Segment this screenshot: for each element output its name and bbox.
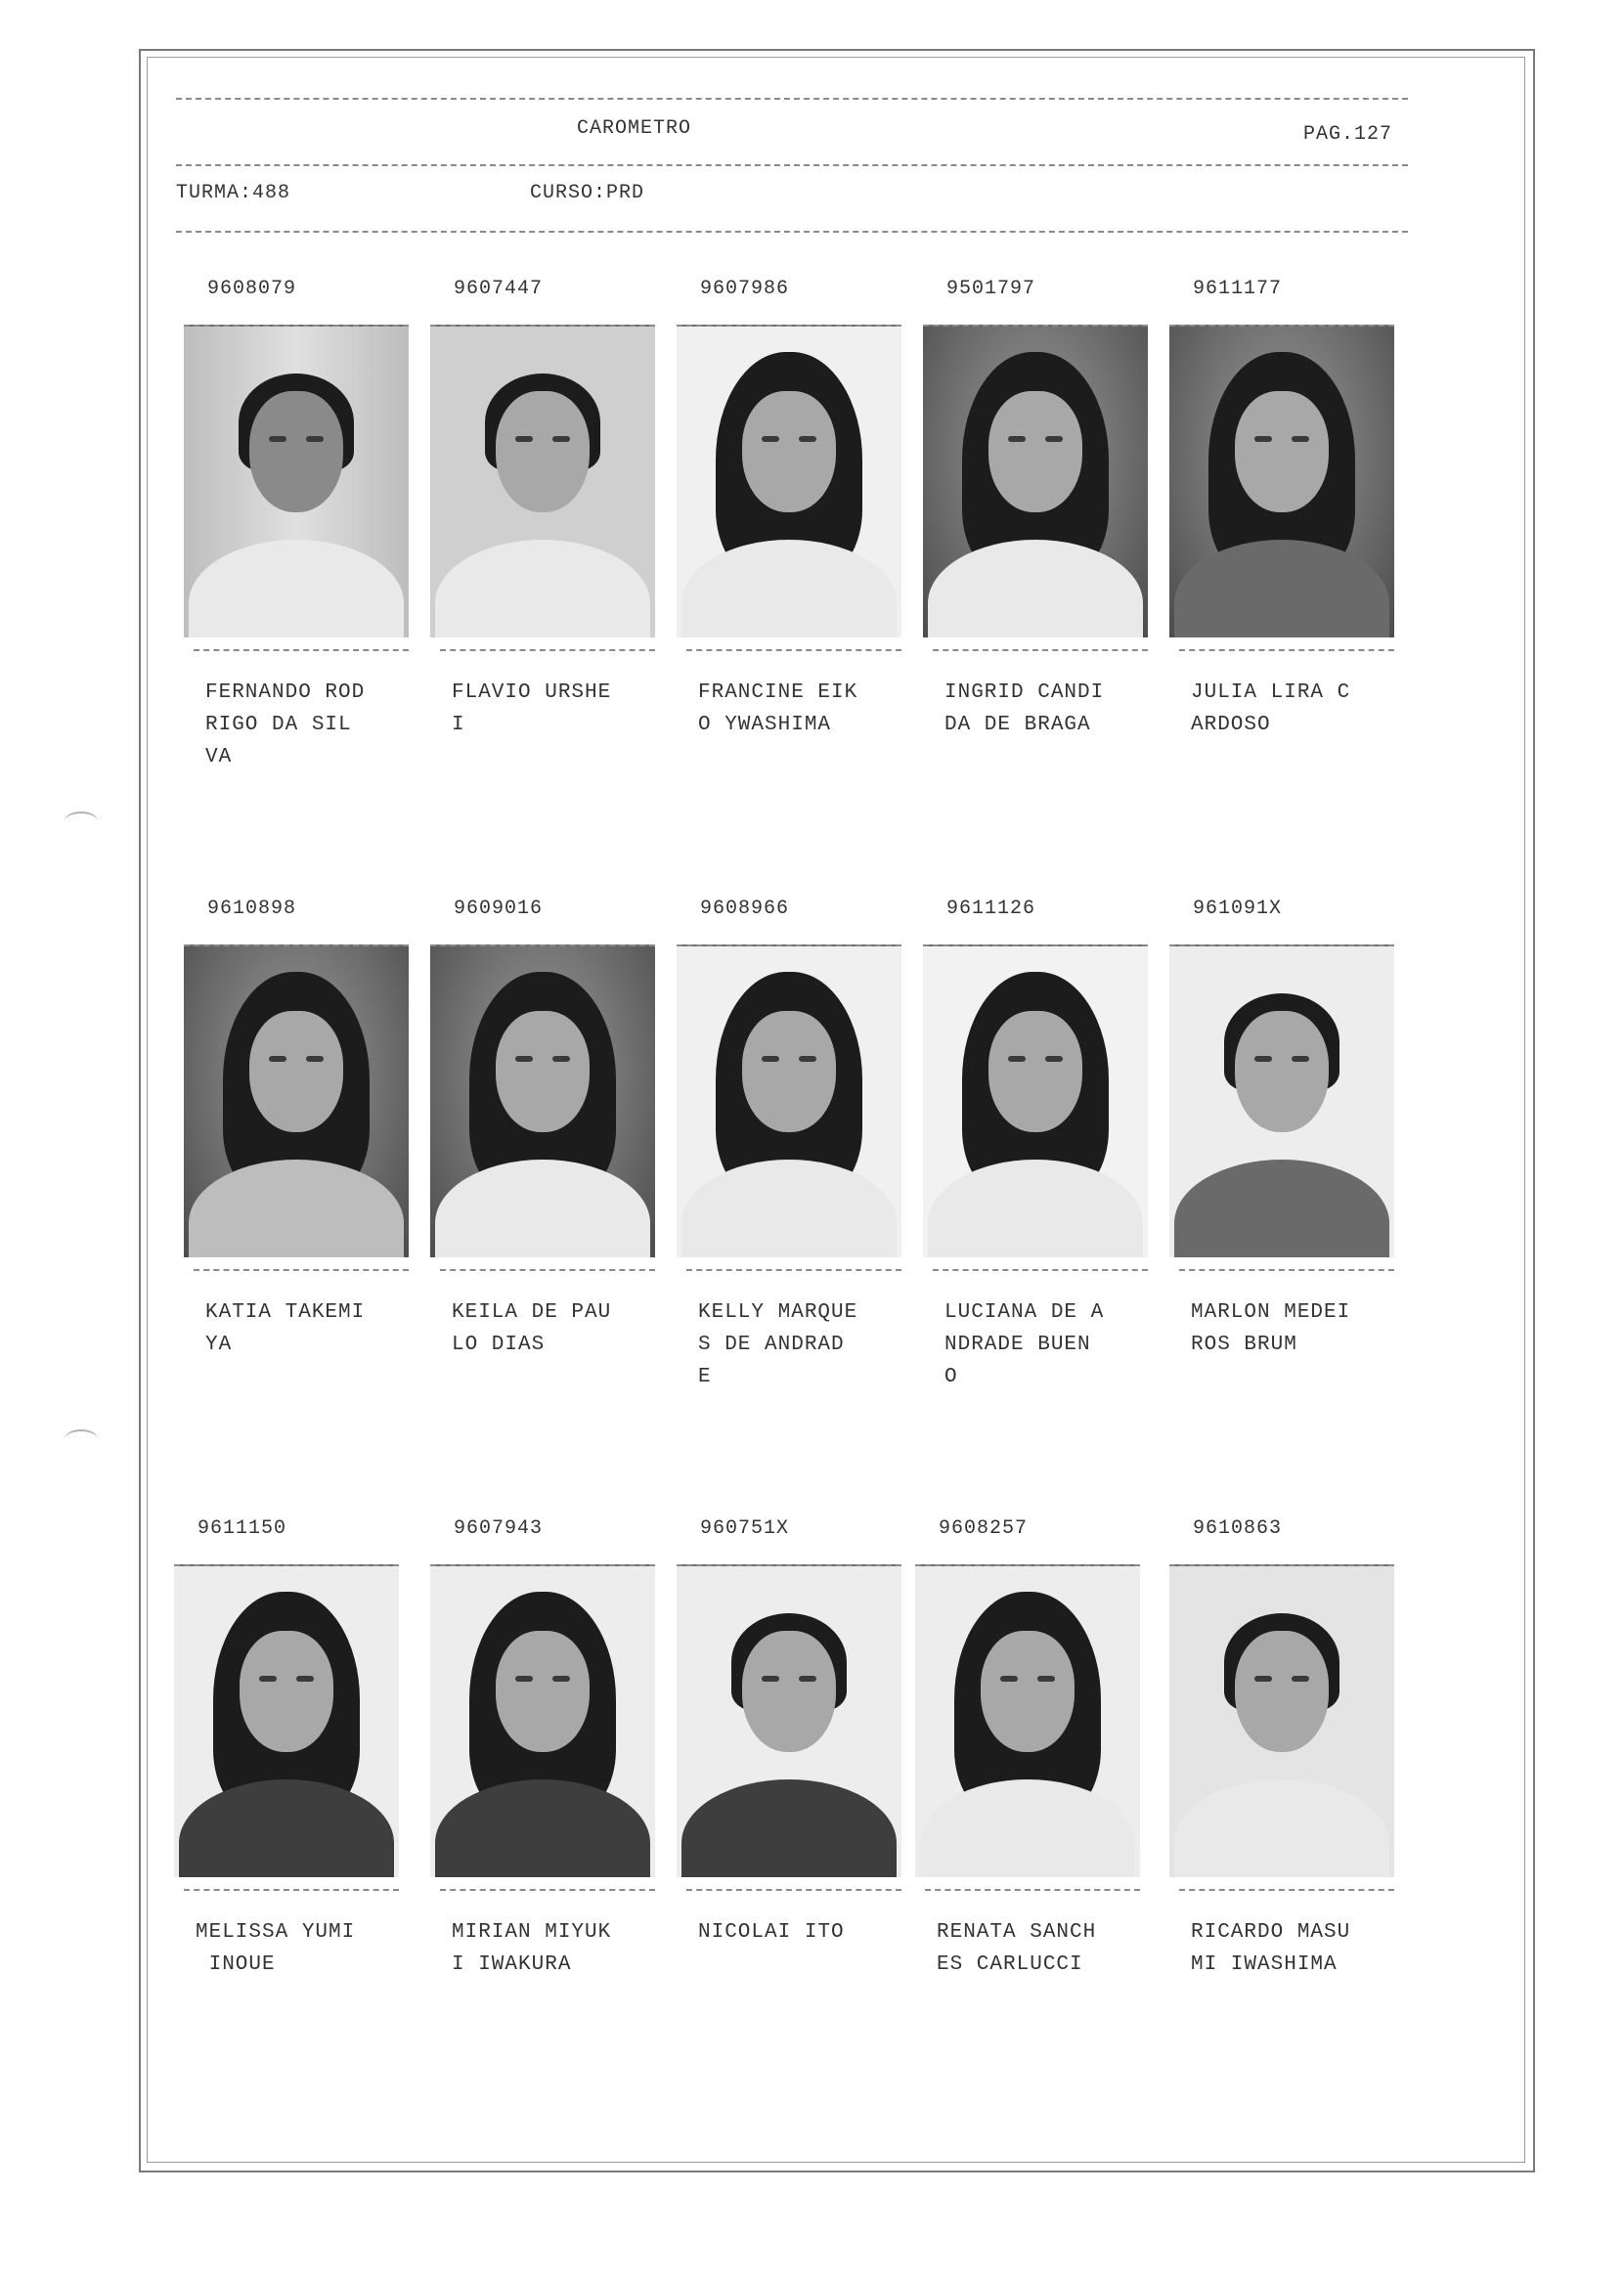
student-id: 9611150 <box>198 1517 287 1540</box>
student-name: MIRIAN MIYUK I IWAKURA <box>452 1921 612 1976</box>
student-photo <box>923 944 1148 1257</box>
student-photo <box>1169 944 1394 1257</box>
student-id: 9608079 <box>207 278 297 300</box>
student-photo <box>430 944 655 1257</box>
student-name: FRANCINE EIK O YWASHIMA <box>698 681 858 736</box>
student-photo <box>430 325 655 637</box>
student-name: INGRID CANDI DA DE BRAGA <box>944 681 1105 736</box>
divider <box>194 649 409 651</box>
divider <box>184 1889 399 1891</box>
header-rule <box>176 231 1408 233</box>
student-id: 9610863 <box>1193 1517 1283 1540</box>
student-photo <box>184 944 409 1257</box>
student-photo <box>677 944 901 1257</box>
student-photo <box>1169 325 1394 637</box>
student-id: 9609016 <box>454 898 544 920</box>
divider <box>1179 649 1394 651</box>
student-photo <box>174 1564 399 1877</box>
student-name: MARLON MEDEI ROS BRUM <box>1191 1301 1351 1356</box>
divider <box>686 1269 901 1271</box>
student-id: 9501797 <box>946 278 1036 300</box>
student-name: KEILA DE PAU LO DIAS <box>452 1301 612 1356</box>
student-id: 9611126 <box>946 898 1036 920</box>
student-id: 9607986 <box>700 278 790 300</box>
student-id: 9611177 <box>1193 278 1283 300</box>
divider <box>933 1269 1148 1271</box>
student-photo <box>430 1564 655 1877</box>
header-rule <box>176 164 1408 166</box>
divider <box>686 1889 901 1891</box>
page-title: CAROMETRO <box>577 117 692 140</box>
page-number: PAG.127 <box>1303 123 1393 146</box>
student-id: 960751X <box>700 1517 790 1540</box>
student-id: 961091X <box>1193 898 1283 920</box>
student-name: LUCIANA DE A NDRADE BUEN O <box>944 1301 1105 1388</box>
student-name: KELLY MARQUE S DE ANDRAD E <box>698 1301 858 1388</box>
curso-label: CURSO:PRD <box>530 182 645 204</box>
student-id: 9608257 <box>939 1517 1029 1540</box>
student-photo <box>184 325 409 637</box>
student-id: 9610898 <box>207 898 297 920</box>
divider <box>1179 1269 1394 1271</box>
student-photo <box>677 1564 901 1877</box>
student-name: RENATA SANCH ES CARLUCCI <box>937 1921 1097 1976</box>
header-rule <box>176 98 1408 100</box>
student-id: 9607447 <box>454 278 544 300</box>
divider <box>933 649 1148 651</box>
divider <box>1179 1889 1394 1891</box>
student-name: JULIA LIRA C ARDOSO <box>1191 681 1351 736</box>
punch-hole-mark <box>65 1429 98 1449</box>
divider <box>440 1889 655 1891</box>
student-id: 9607943 <box>454 1517 544 1540</box>
divider <box>440 1269 655 1271</box>
student-name: NICOLAI ITO <box>698 1921 845 1944</box>
divider <box>925 1889 1140 1891</box>
student-name: KATIA TAKEMI YA <box>205 1301 366 1356</box>
student-name: RICARDO MASU MI IWASHIMA <box>1191 1921 1351 1976</box>
student-name: FERNANDO ROD RIGO DA SIL VA <box>205 681 366 768</box>
student-photo <box>915 1564 1140 1877</box>
student-name: FLAVIO URSHE I <box>452 681 612 736</box>
student-photo <box>1169 1564 1394 1877</box>
student-id: 9608966 <box>700 898 790 920</box>
divider <box>686 649 901 651</box>
turma-label: TURMA:488 <box>176 182 291 204</box>
divider <box>440 649 655 651</box>
divider <box>194 1269 409 1271</box>
punch-hole-mark <box>65 812 98 831</box>
student-name: MELISSA YUMI INOUE <box>196 1921 356 1976</box>
student-photo <box>677 325 901 637</box>
student-photo <box>923 325 1148 637</box>
